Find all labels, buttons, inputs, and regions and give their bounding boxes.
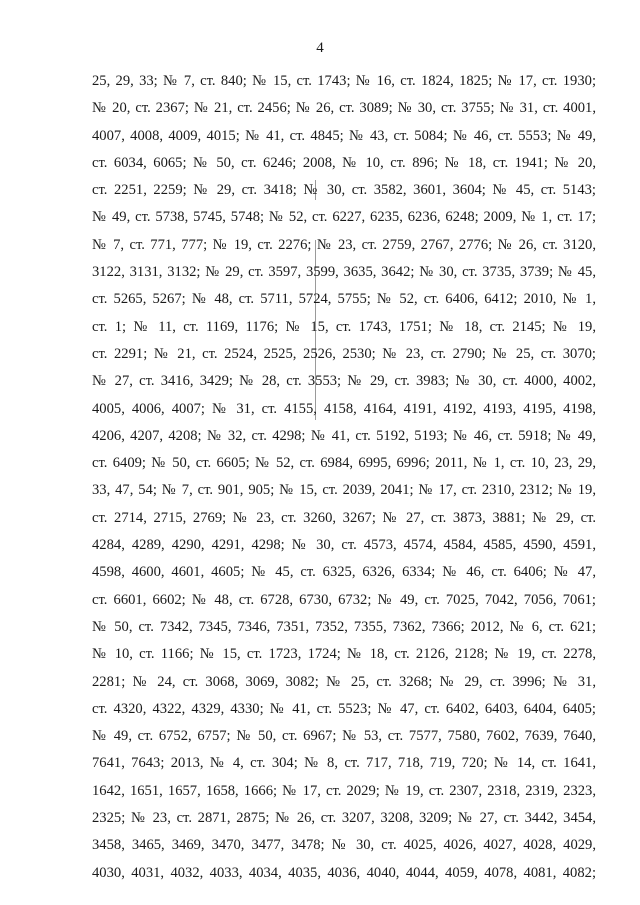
text-line: ст. 6601, 6602; № 48, ст. 6728, 6730, 6732; № 49, ст. 7025, 7042, 7056, 7061; xyxy=(92,591,596,608)
text-line: 4598, 4600, 4601, 4605; № 45, ст. 6325, 6326, 6334; № 46, ст. 6406; № 47, xyxy=(92,564,596,581)
text-line: 3122, 3131, 3132; № 29, ст. 3597, 3599, 3635, 3642; № 30, ст. 3735, 3739; № 45, xyxy=(92,264,596,281)
text-line: 4206, 4207, 4208; № 32, ст. 4298; № 41, ст. 5192, 5193; № 46, ст. 5918; № 49, xyxy=(92,427,596,444)
text-line: 3458, 3465, 3469, 3470, 3477, 3478; № 30, ст. 4025, 4026, 4027, 4028, 4029, xyxy=(92,837,596,854)
page-number: 4 xyxy=(316,40,324,56)
text-line: № 50, ст. 7342, 7345, 7346, 7351, 7352, 7355, 7362, 7366; 2012, № 6, ст. 621; xyxy=(92,618,596,635)
text-line: ст. 6409; № 50, ст. 6605; № 52, ст. 6984, 6995, 6996; 2011, № 1, ст. 10, 23, 29, xyxy=(92,455,596,472)
text-line: 2281; № 24, ст. 3068, 3069, 3082; № 25, ст. 3268; № 29, ст. 3996; № 31, xyxy=(92,673,596,690)
text-line: 4005, 4006, 4007; № 31, ст. 4155, 4158, 4164, 4191, 4192, 4193, 4195, 4198, xyxy=(92,400,596,417)
document-body-text xyxy=(92,68,596,887)
text-line: 33, 47, 54; № 7, ст. 901, 905; № 15, ст. 2039, 2041; № 17, ст. 2310, 2312; № 19, xyxy=(92,482,596,499)
text-line: ст. 2251, 2259; № 29, ст. 3418; № 30, ст. 3582, 3601, 3604; № 45, ст. 5143; xyxy=(92,182,596,199)
text-line: ст. 2291; № 21, ст. 2524, 2525, 2526, 2530; № 23, ст. 2790; № 25, ст. 3070; xyxy=(92,345,596,362)
text-line: № 20, ст. 2367; № 21, ст. 2456; № 26, ст. 3089; № 30, ст. 3755; № 31, ст. 4001, xyxy=(92,100,596,117)
text-line: № 10, ст. 1166; № 15, ст. 1723, 1724; № 18, ст. 2126, 2128; № 19, ст. 2278, xyxy=(92,646,596,663)
text-line: № 27, ст. 3416, 3429; № 28, ст. 3553; № 29, ст. 3983; № 30, ст. 4000, 4002, xyxy=(92,373,596,390)
text-line: 2325; № 23, ст. 2871, 2875; № 26, ст. 3207, 3208, 3209; № 27, ст. 3442, 3454, xyxy=(92,810,596,827)
text-line: ст. 2714, 2715, 2769; № 23, ст. 3260, 3267; № 27, ст. 3873, 3881; № 29, ст. xyxy=(92,509,596,526)
text-line: 4284, 4289, 4290, 4291, 4298; № 30, ст. 4573, 4574, 4584, 4585, 4590, 4591, xyxy=(92,537,596,554)
text-line: 4030, 4031, 4032, 4033, 4034, 4035, 4036, 4040, 4044, 4059, 4078, 4081, 4082; xyxy=(92,864,596,881)
text-line: 7641, 7643; 2013, № 4, ст. 304; № 8, ст. 717, 718, 719, 720; № 14, ст. 1641, xyxy=(92,755,596,772)
text-line: № 7, ст. 771, 777; № 19, ст. 2276; № 23, ст. 2759, 2767, 2776; № 26, ст. 3120, xyxy=(92,236,596,253)
text-line: № 49, ст. 5738, 5745, 5748; № 52, ст. 6227, 6235, 6236, 6248; 2009, № 1, ст. 17; xyxy=(92,209,596,226)
text-line: ст. 6034, 6065; № 50, ст. 6246; 2008, № 10, ст. 896; № 18, ст. 1941; № 20, xyxy=(92,154,596,171)
text-line: 25, 29, 33; № 7, ст. 840; № 15, ст. 1743; № 16, ст. 1824, 1825; № 17, ст. 1930; xyxy=(92,73,596,89)
text-line: 1642, 1651, 1657, 1658, 1666; № 17, ст. 2029; № 19, ст. 2307, 2318, 2319, 2323, xyxy=(92,782,596,799)
text-line: ст. 5265, 5267; № 48, ст. 5711, 5724, 5755; № 52, ст. 6406, 6412; 2010, № 1, xyxy=(92,291,596,308)
text-line: ст. 4320, 4322, 4329, 4330; № 41, ст. 5523; № 47, ст. 6402, 6403, 6404, 6405; xyxy=(92,700,596,717)
text-line: № 49, ст. 6752, 6757; № 50, ст. 6967; № 53, ст. 7577, 7580, 7602, 7639, 7640, xyxy=(92,728,596,745)
text-line: ст. 1; № 11, ст. 1169, 1176; № 15, ст. 1743, 1751; № 18, ст. 2145; № 19, xyxy=(92,318,596,335)
text-line: 4007, 4008, 4009, 4015; № 41, ст. 4845; № 43, ст. 5084; № 46, ст. 5553; № 49, xyxy=(92,127,596,144)
